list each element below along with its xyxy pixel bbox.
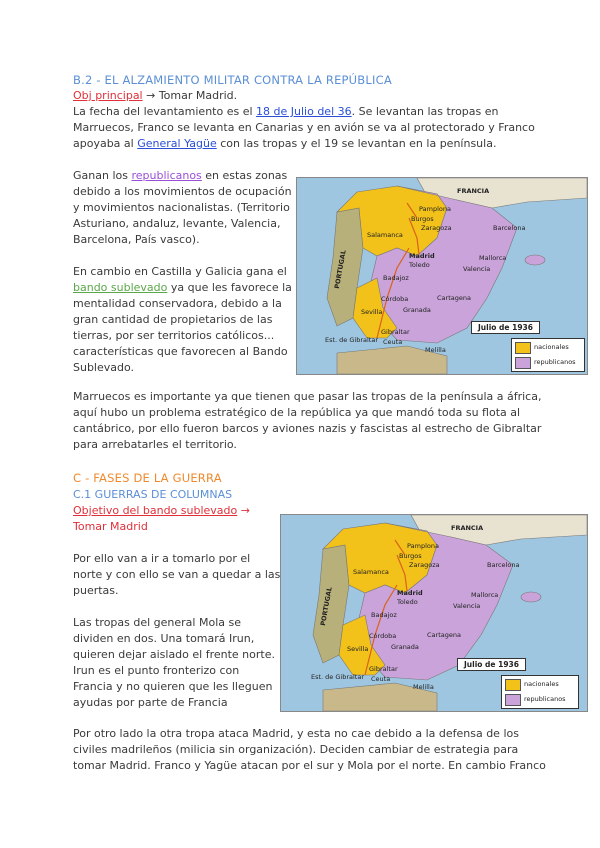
label-gibraltar: Gibraltar bbox=[369, 665, 398, 673]
spain-map-1936 bbox=[296, 177, 588, 375]
label-estrecho: Est. de Gibraltar bbox=[325, 336, 378, 344]
label-portugal: PORTUGAL bbox=[333, 249, 348, 290]
label-zaragoza: Zaragoza bbox=[421, 224, 452, 232]
map-legend bbox=[511, 338, 585, 372]
paragraph-line: Por ello van a ir a tomarlo por el bbox=[73, 552, 251, 565]
text-span: con las tropas y el 19 se levantan en la península. bbox=[216, 137, 497, 150]
paragraph-line: para arrebatarles el territorio. bbox=[73, 438, 237, 451]
label-badajoz: Badajoz bbox=[383, 274, 409, 282]
arrow-icon: → bbox=[240, 504, 250, 517]
label-ceuta: Ceuta bbox=[383, 338, 403, 346]
legend-swatch-nacionales bbox=[515, 342, 531, 354]
label-granada: Granada bbox=[403, 306, 431, 314]
bando-sublevado-link[interactable]: bando sublevado bbox=[73, 281, 168, 294]
section-title: B.2 - EL ALZAMIENTO MILITAR CONTRA LA REPÚBLICA bbox=[73, 73, 392, 87]
paragraph-line bbox=[73, 280, 292, 296]
objective-text: Tomar Madrid. bbox=[155, 89, 238, 102]
label-badajoz: Badajoz bbox=[371, 611, 397, 619]
paragraph-line: aquí hubo un problema estratégico de la república ya que mandó toda su flota al bbox=[73, 406, 521, 419]
paragraph-line: Barcelona, País vasco). bbox=[73, 233, 200, 246]
paragraph-line bbox=[73, 168, 287, 184]
text-span: apoyaba al bbox=[73, 137, 138, 150]
paragraph-line: debido a los movimientos de ocupación bbox=[73, 185, 292, 198]
label-toledo: Toledo bbox=[409, 261, 430, 269]
paragraph-line bbox=[73, 104, 499, 120]
text-span: . Se levantan las tropas en bbox=[351, 105, 499, 118]
text-span: en estas zonas bbox=[201, 169, 288, 182]
paragraph-line: quieren dejar aislado el frente norte. bbox=[73, 648, 275, 661]
label-sevilla: Sevilla bbox=[347, 645, 369, 653]
objective-line bbox=[73, 88, 237, 104]
label-estrecho: Est. de Gibraltar bbox=[311, 673, 364, 681]
legend-swatch-republicanos bbox=[515, 357, 531, 369]
legend-label-republicanos: republicanos bbox=[524, 695, 566, 703]
date-link[interactable]: 18 de Julio del 36 bbox=[256, 105, 352, 118]
paragraph-line: y movimientos nacionalistas. (Territorio bbox=[73, 201, 290, 214]
map-date: Julio de 1936 bbox=[457, 658, 526, 671]
label-burgos: Burgos bbox=[411, 215, 434, 223]
paragraph-line: dividen en dos. Una tomará Irun, bbox=[73, 632, 255, 645]
label-burgos: Burgos bbox=[399, 552, 422, 560]
paragraph-line: puertas. bbox=[73, 584, 119, 597]
paragraph-line: tierras, por ser territorios católicos... bbox=[73, 329, 275, 342]
paragraph-line: Las tropas del general Mola se bbox=[73, 616, 241, 629]
paragraph-line: cantábrico, por ello fueron barcos y aviones nazis y fascistas al estrecho de Gibraltar bbox=[73, 422, 542, 435]
text-span: Ganan los bbox=[73, 169, 132, 182]
paragraph-line: Irun es el punto fronterizo con bbox=[73, 664, 240, 677]
label-pamplona: Pamplona bbox=[419, 205, 451, 213]
label-melilla: Melilla bbox=[413, 683, 434, 691]
label-portugal: PORTUGAL bbox=[319, 586, 334, 627]
paragraph-line: tomar Madrid. Franco y Yagüe atacan por el sur y Mola por el norte. En cambio Franco bbox=[73, 759, 546, 772]
paragraph-line: Marruecos es importante ya que tienen que pasar las tropas de la península a áfrica, bbox=[73, 390, 542, 403]
paragraph-line: civiles madrileños (milicia sin organización). Deciden cambiar de estrategia para bbox=[73, 743, 519, 756]
paragraph-line: Sublevado. bbox=[73, 361, 135, 374]
label-cartagena: Cartagena bbox=[437, 294, 471, 302]
label-valencia: Valencia bbox=[463, 265, 491, 273]
label-ceuta: Ceuta bbox=[371, 675, 391, 683]
legend-swatch-republicanos bbox=[505, 694, 521, 706]
objective-label[interactable]: Objetivo del bando sublevado bbox=[73, 504, 238, 517]
label-francia: FRANCIA bbox=[451, 524, 484, 532]
paragraph-line: Francia y no quieren que les lleguen bbox=[73, 680, 273, 693]
label-madrid: Madrid bbox=[409, 252, 435, 260]
label-barcelona: Barcelona bbox=[487, 561, 520, 569]
label-pamplona: Pamplona bbox=[407, 542, 439, 550]
map-date: Julio de 1936 bbox=[471, 321, 540, 334]
section-subtitle: C.1 GUERRAS DE COLUMNAS bbox=[73, 488, 233, 501]
label-zaragoza: Zaragoza bbox=[409, 561, 440, 569]
label-toledo: Toledo bbox=[397, 598, 418, 606]
paragraph-line: Asturiano, andaluz, levante, Valencia, bbox=[73, 217, 281, 230]
legend-swatch-nacionales bbox=[505, 679, 521, 691]
paragraph-line: norte y con ello se van a quedar a las bbox=[73, 568, 281, 581]
paragraph-line: mentalidad conservadora, debido a la bbox=[73, 297, 282, 310]
objective-text: Tomar Madrid bbox=[73, 520, 148, 533]
label-mallorca: Mallorca bbox=[471, 591, 499, 599]
label-melilla: Melilla bbox=[425, 346, 446, 354]
label-cartagena: Cartagena bbox=[427, 631, 461, 639]
label-gibraltar: Gibraltar bbox=[381, 328, 410, 336]
label-salamanca: Salamanca bbox=[353, 568, 389, 576]
spain-map-1936-columns bbox=[280, 514, 588, 712]
section-title: C - FASES DE LA GUERRA bbox=[73, 471, 222, 485]
legend-label-republicanos: republicanos bbox=[534, 358, 576, 366]
label-madrid: Madrid bbox=[397, 589, 423, 597]
paragraph-line: En cambio en Castilla y Galicia gana el bbox=[73, 265, 287, 278]
label-granada: Granada bbox=[391, 643, 419, 651]
legend-label-nacionales: nacionales bbox=[524, 680, 559, 688]
paragraph-line: Por otro lado la otra tropa ataca Madrid, y esta no cae debido a la defensa de los bbox=[73, 727, 519, 740]
map-legend bbox=[501, 675, 579, 709]
label-sevilla: Sevilla bbox=[361, 308, 383, 316]
label-valencia: Valencia bbox=[453, 602, 481, 610]
label-cordoba: Córdoba bbox=[381, 295, 409, 303]
paragraph-line: ayudas por parte de Francia bbox=[73, 696, 228, 709]
paragraph-line: Marruecos, Franco se levanta en Canarias y en avión se va al protectorado y Franco bbox=[73, 121, 535, 134]
objective-line bbox=[73, 503, 250, 519]
label-francia: FRANCIA bbox=[457, 187, 490, 195]
text-span: La fecha del levantamiento es el bbox=[73, 105, 257, 118]
text-span: ya que les favorece la bbox=[167, 281, 292, 294]
paragraph-line: gran cantidad de propietarios de las bbox=[73, 313, 273, 326]
paragraph-line bbox=[73, 136, 496, 152]
paragraph-line: características que favorecen al Bando bbox=[73, 345, 288, 358]
republicanos-link[interactable]: republicanos bbox=[131, 169, 202, 182]
legend-label-nacionales: nacionales bbox=[534, 343, 569, 351]
arrow-icon: → bbox=[146, 89, 156, 102]
general-yague-link[interactable]: General Yagüe bbox=[137, 137, 217, 150]
objective-label[interactable]: Obj principal bbox=[73, 89, 143, 102]
label-mallorca: Mallorca bbox=[479, 254, 507, 262]
label-cordoba: Córdoba bbox=[369, 632, 397, 640]
label-barcelona: Barcelona bbox=[493, 224, 526, 232]
label-salamanca: Salamanca bbox=[367, 231, 403, 239]
